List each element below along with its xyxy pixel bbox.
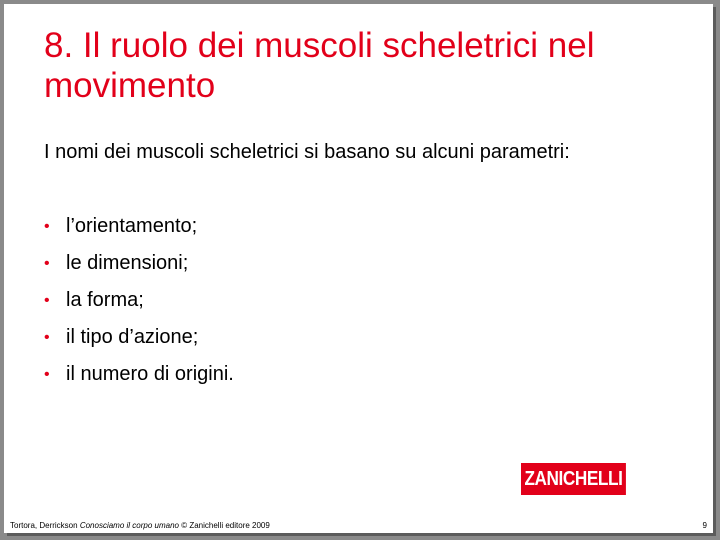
list-item (44, 282, 234, 319)
bullet-text: la forma; (66, 289, 144, 311)
bullet-text: il tipo d’azione; (66, 326, 199, 348)
bullet-text: l’orientamento; (66, 215, 198, 237)
footer-authors: Tortora, Derrickson (10, 521, 78, 530)
bullet-icon: • (44, 366, 50, 383)
bullet-icon: • (44, 292, 50, 309)
intro-text: I nomi dei muscoli scheletrici si basano su alcuni parametri: (44, 141, 570, 163)
bullet-icon: • (44, 329, 50, 346)
slide-title: 8. Il ruolo dei muscoli scheletrici nel movimento (44, 26, 595, 105)
footer-citation (10, 521, 270, 530)
footer-publisher: © Zanichelli editore 2009 (181, 521, 270, 530)
list-item (44, 356, 234, 393)
page-number: 9 (702, 521, 707, 530)
bullet-list (44, 208, 234, 393)
slide (4, 4, 713, 533)
footer-book-title: Conosciamo il corpo umano (79, 521, 179, 530)
list-item (44, 319, 234, 356)
bullet-icon: • (44, 218, 50, 235)
bullet-icon: • (44, 255, 50, 272)
zanichelli-logo: ZANICHELLI (521, 463, 626, 495)
list-item (44, 245, 234, 282)
bullet-text: il numero di origini. (66, 363, 234, 385)
bullet-text: le dimensioni; (66, 252, 189, 274)
list-item (44, 208, 234, 245)
